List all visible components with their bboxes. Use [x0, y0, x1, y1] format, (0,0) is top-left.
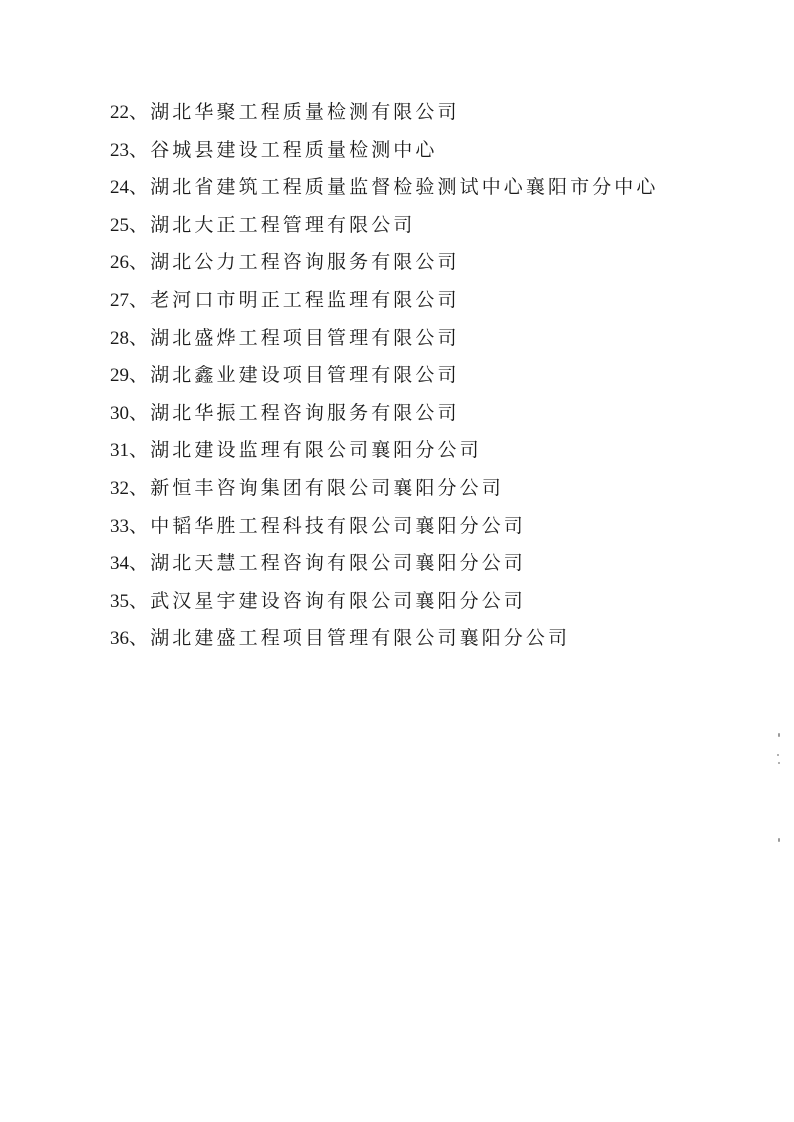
item-separator: 、 — [129, 401, 151, 424]
item-separator: 、 — [129, 176, 151, 199]
item-name: 湖北鑫业建设项目管理有限公司 — [150, 364, 460, 387]
item-name: 谷城县建设工程质量检测中心 — [150, 138, 438, 161]
list-item — [110, 169, 659, 207]
list-item — [110, 545, 659, 583]
item-number: 31 — [110, 440, 129, 462]
scan-speck — [778, 762, 780, 764]
item-number: 28 — [110, 327, 129, 349]
item-name: 湖北省建筑工程质量监督检验测试中心襄阳市分中心 — [150, 176, 659, 199]
item-separator: 、 — [129, 514, 151, 537]
item-separator: 、 — [129, 364, 151, 387]
list-item — [110, 620, 659, 658]
item-number: 32 — [110, 477, 129, 499]
list-item — [110, 207, 659, 245]
item-name: 湖北盛烨工程项目管理有限公司 — [150, 326, 460, 349]
item-number: 25 — [110, 214, 129, 236]
item-name: 新恒丰咨询集团有限公司襄阳分公司 — [150, 476, 504, 499]
scan-speck — [778, 733, 780, 737]
item-number: 27 — [110, 289, 129, 311]
list-item — [110, 94, 659, 132]
item-number: 36 — [110, 628, 129, 650]
company-list — [110, 94, 659, 658]
item-separator: 、 — [129, 101, 151, 123]
item-separator: 、 — [129, 627, 151, 650]
scan-speck — [778, 838, 780, 842]
list-item — [110, 282, 659, 320]
item-number: 30 — [110, 402, 129, 424]
item-name: 湖北公力工程咨询服务有限公司 — [150, 251, 460, 274]
item-number: 34 — [110, 553, 129, 575]
list-item — [110, 470, 659, 508]
item-name: 湖北天慧工程咨询有限公司襄阳分公司 — [150, 552, 526, 575]
list-item — [110, 395, 659, 433]
list-item — [110, 244, 659, 282]
scan-specks — [776, 730, 784, 850]
item-number: 33 — [110, 515, 129, 537]
list-item — [110, 357, 659, 395]
item-name: 中韬华胜工程科技有限公司襄阳分公司 — [150, 514, 526, 537]
item-separator: 、 — [129, 326, 151, 349]
item-number: 24 — [110, 177, 129, 199]
list-item — [110, 132, 659, 170]
item-name: 武汉星宇建设咨询有限公司襄阳分公司 — [150, 589, 526, 612]
item-number: 29 — [110, 365, 129, 387]
item-name: 湖北华振工程咨询服务有限公司 — [150, 401, 460, 424]
list-item — [110, 432, 659, 470]
item-name: 湖北大正工程管理有限公司 — [150, 213, 416, 236]
item-separator: 、 — [129, 439, 151, 462]
item-separator: 、 — [129, 288, 151, 311]
item-number: 22 — [110, 102, 129, 123]
list-item — [110, 583, 659, 621]
item-number: 26 — [110, 252, 129, 274]
item-separator: 、 — [129, 476, 151, 499]
scan-speck — [777, 754, 779, 756]
item-name: 湖北建盛工程项目管理有限公司襄阳分公司 — [150, 627, 571, 650]
item-number: 23 — [110, 139, 129, 161]
item-separator: 、 — [129, 552, 151, 575]
item-separator: 、 — [129, 138, 151, 161]
item-name: 湖北华聚工程质量检测有限公司 — [150, 101, 460, 123]
item-separator: 、 — [129, 251, 151, 274]
list-item — [110, 320, 659, 358]
item-separator: 、 — [129, 589, 151, 612]
list-item — [110, 508, 659, 546]
item-number: 35 — [110, 590, 129, 612]
item-name: 湖北建设监理有限公司襄阳分公司 — [150, 439, 482, 462]
item-name: 老河口市明正工程监理有限公司 — [150, 288, 460, 311]
item-separator: 、 — [129, 213, 151, 236]
